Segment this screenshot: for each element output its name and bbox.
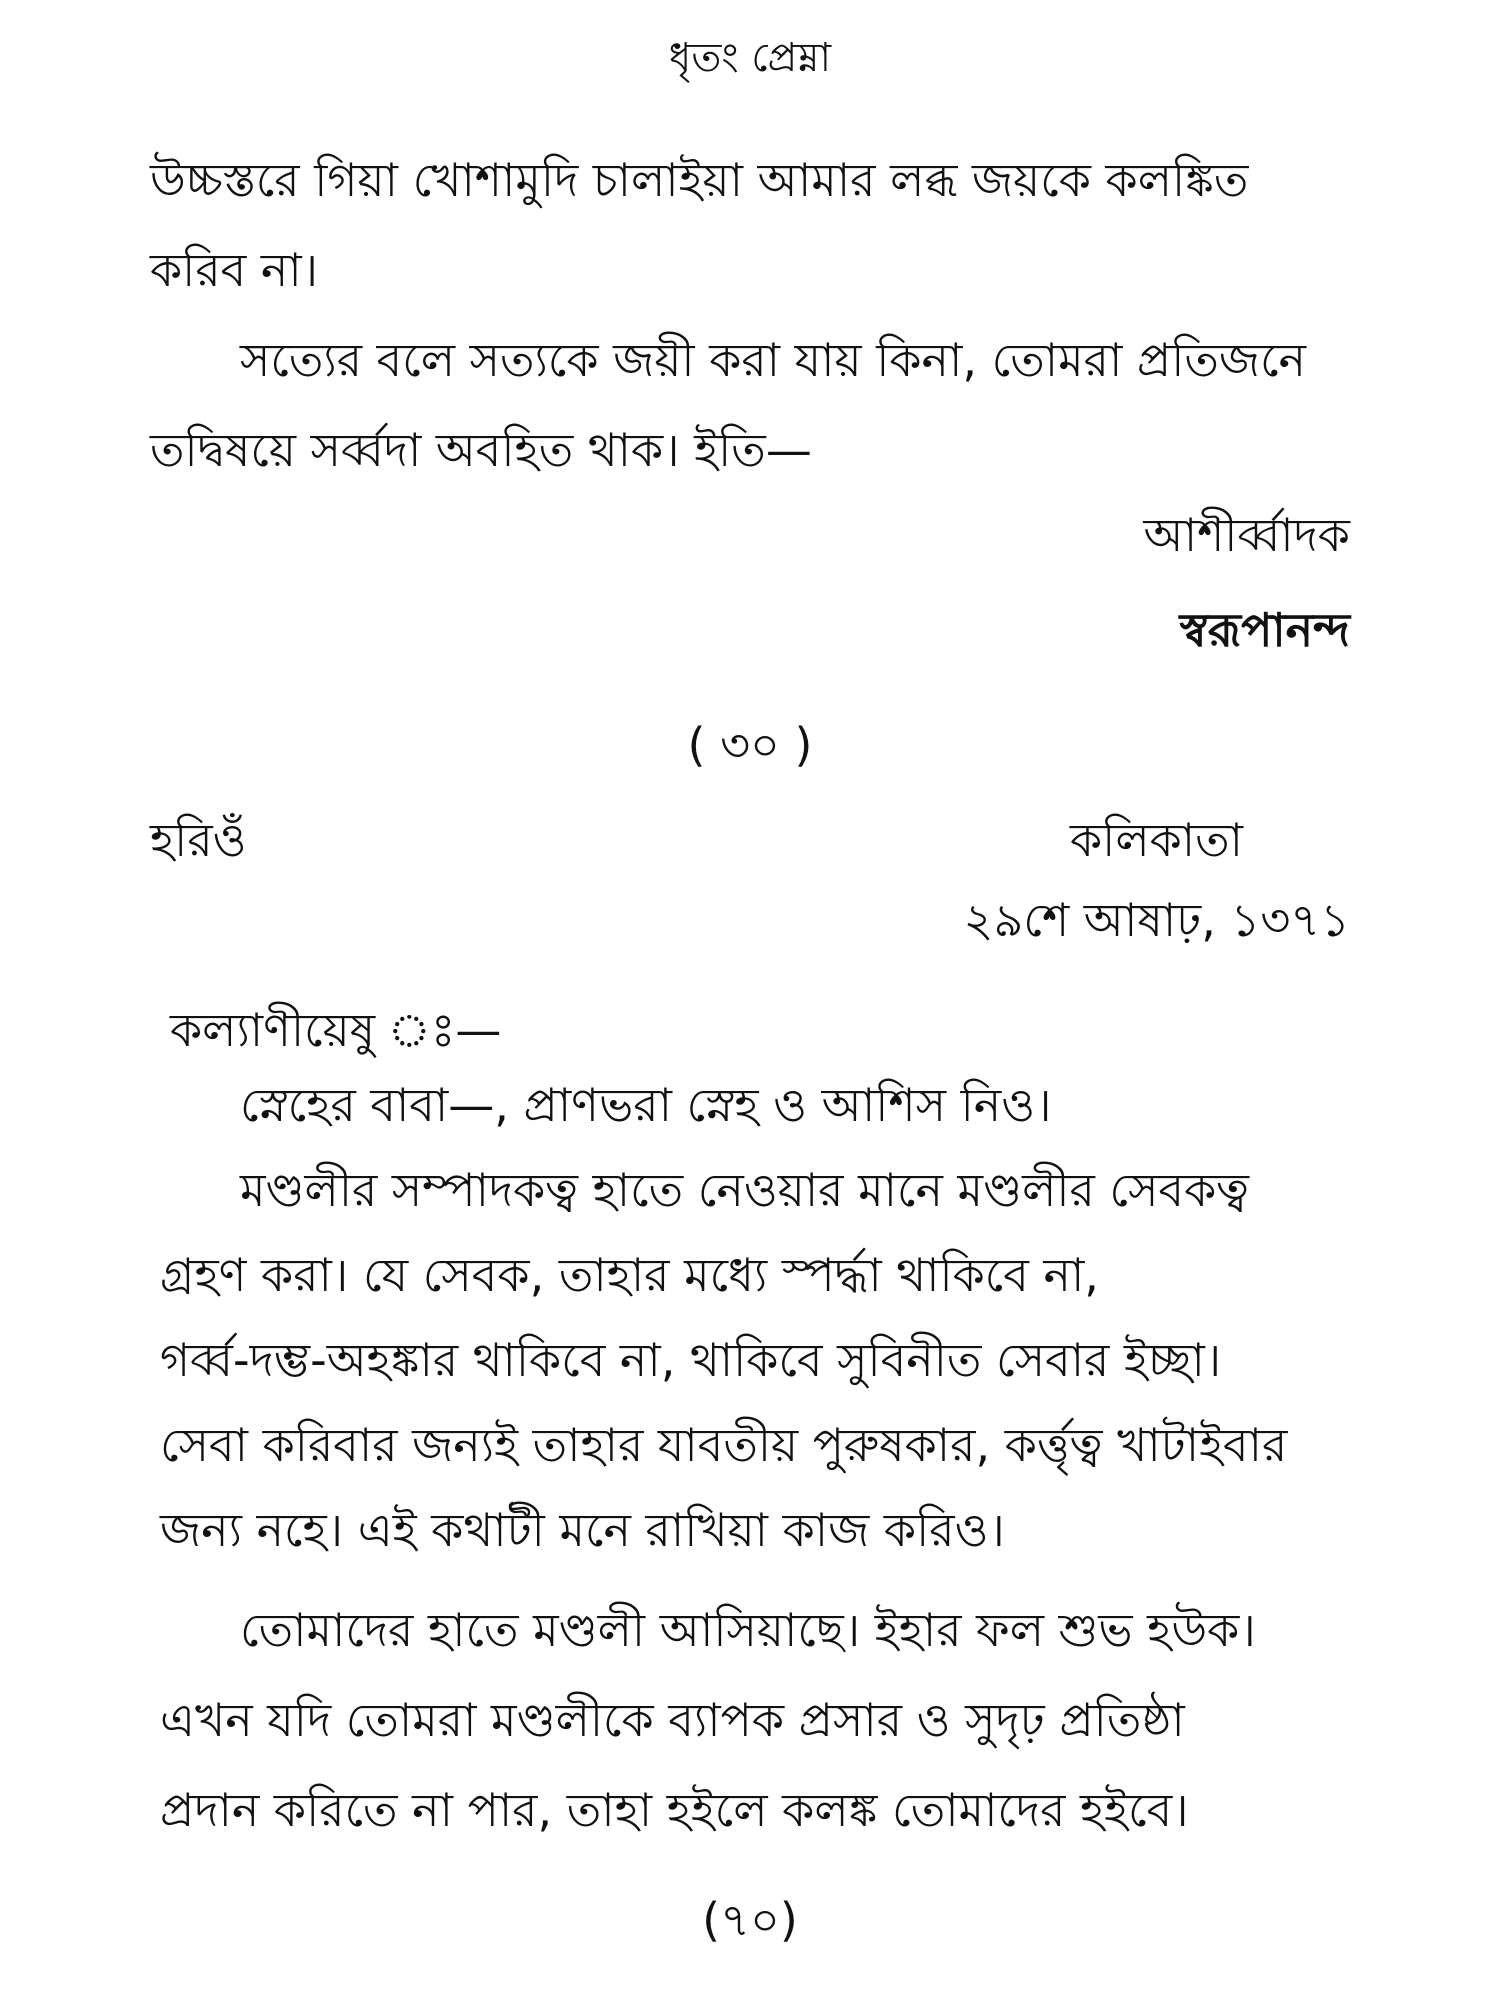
invocation: হরিওঁ [150, 813, 247, 867]
salutation: কল্যাণীয়েষু ঃ— [170, 1003, 502, 1057]
body-line: এখন যদি তোমরা মণ্ডলীকে ব্যাপক প্রসার ও সুদৃঢ় প্রতিষ্ঠা [160, 1693, 1185, 1747]
page-number: (৭০) [702, 1893, 798, 1947]
letter-number: ( ৩০ ) [687, 718, 813, 772]
body-line: তোমাদের হাতে মণ্ডলী আসিয়াছে। ইহার ফল শুভ হউক। [240, 1603, 1256, 1657]
body-line: স্নেহের বাবা—, প্রাণভরা স্নেহ ও আশিস নিও। [240, 1078, 1052, 1132]
running-head: ধৃতং প্রেম্না [668, 35, 832, 81]
body-line: উচ্চস্তরে গিয়া খোশামুদি চালাইয়া আমার লব্ধ জয়কে কলঙ্কিত [150, 153, 1249, 207]
signature: স্বরূপানন্দ [1179, 603, 1350, 657]
body-line: করিব না। [150, 243, 319, 297]
place: কলিকাতা [1070, 813, 1243, 867]
body-line: সত্যের বলে সত্যকে জয়ী করা যায় কিনা, তোমরা প্রতিজনে [240, 333, 1307, 387]
body-line: গর্ব্ব-দম্ভ-অহঙ্কার থাকিবে না, থাকিবে সুবিনীত সেবার ইচ্ছা। [160, 1333, 1222, 1387]
date: ২৯শে আষাঢ়, ১৩৭১ [963, 893, 1350, 947]
body-line: মণ্ডলীর সম্পাদকত্ব হাতে নেওয়ার মানে মণ্ডলীর সেবকত্ব [240, 1163, 1249, 1217]
body-line: গ্রহণ করা। যে সেবক, তাহার মধ্যে স্পর্দ্ধা থাকিবে না, [160, 1248, 1099, 1302]
body-line: প্রদান করিতে না পার, তাহা হইলে কলঙ্ক তোমাদের হইবে। [160, 1783, 1189, 1837]
body-line: জন্য নহে। এই কথাটী মনে রাখিয়া কাজ করিও। [160, 1503, 1005, 1557]
body-line: তদ্বিষয়ে সর্ব্বদা অবহিত থাক। ইতি— [150, 423, 812, 477]
closing: আশীর্ব্বাদক [1143, 508, 1350, 562]
body-line: সেবা করিবার জন্যই তাহার যাবতীয় পুরুষকার, কর্ত্তৃত্ব খাটাইবার [160, 1418, 1288, 1472]
